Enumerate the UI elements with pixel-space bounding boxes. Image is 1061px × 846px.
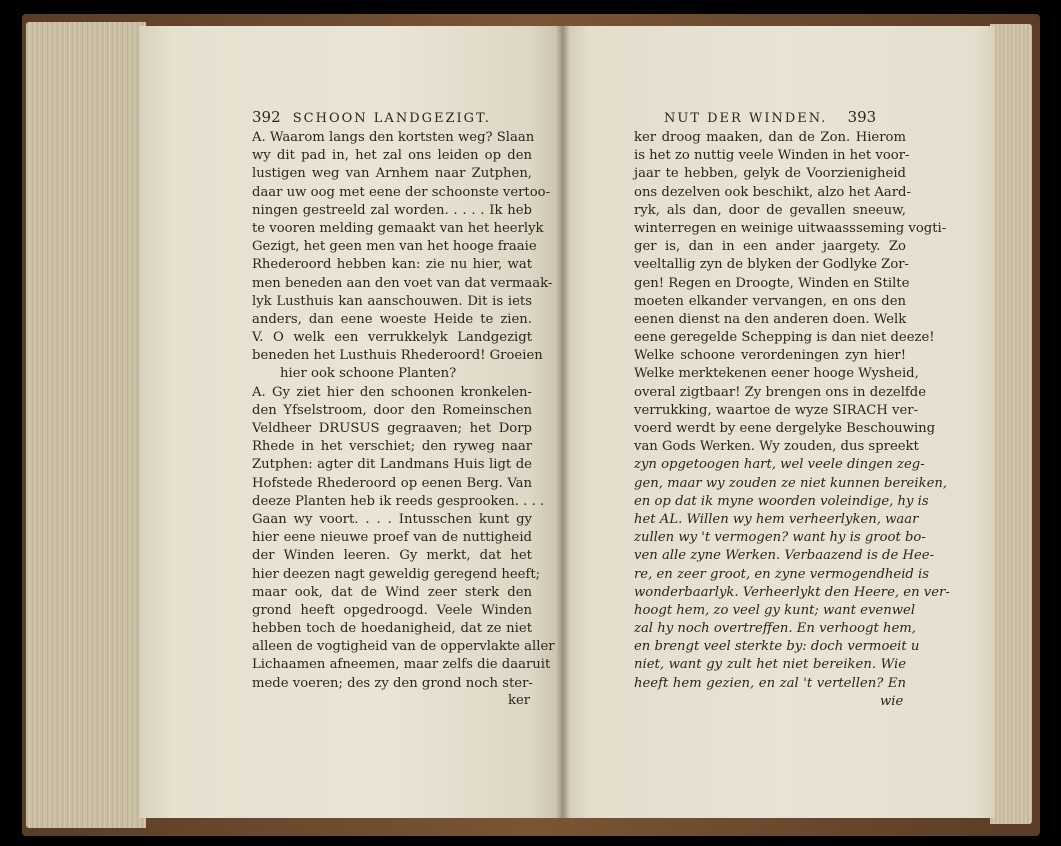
text-line: den Yfselstroom, door den Romeinschen [252,402,532,418]
text-line: wy dit pad in, het zal ons leiden op den [252,148,532,164]
text-line: A. Waarom langs den kortsten weg? Slaan [252,130,535,145]
left-running-head [252,108,491,126]
text-line: zullen wy 't vermogen? want hy is groot bo- [634,530,926,546]
left-page-edges [26,22,146,828]
text-line: hier deezen nagt geweldig geregend heeft; [252,566,541,582]
text-line: Welke schoone verordeningen zyn hier! [634,348,906,364]
text-line: men beneden aan den voet van dat vermaak- [252,275,553,291]
text-line: Zutphen: agter dit Landmans Huis ligt de [252,457,532,473]
text-line: Veldheer DRUSUS gegraaven; het Dorp [252,421,532,436]
text-line: lustigen weg van Arnhem naar Zutphen, [252,166,532,182]
text-line: hier eene nieuwe proef van de nuttigheid [252,530,532,546]
text-line: en brengt veel sterkte by: doch vermoeit u [634,639,920,655]
text-line: mede voeren; des zy den grond noch ster- [252,675,533,691]
text-line: Hofstede Rhederoord op eenen Berg. Van [252,475,532,491]
right-running-head [664,108,876,126]
text-line: Lichaamen afneemen, maar zelfs die daaruit [252,657,551,673]
text-line: zyn opgetoogen hart, wel veele dingen zeg- [634,457,925,473]
text-line: beneden het Lusthuis Rhederoord! Groeien [252,348,543,364]
left-page-text [252,129,555,693]
text-line: Welke merktekenen eener hooge Wysheid, [634,366,919,382]
text-line: deeze Planten heb ik reeds gesprooken. . . . [252,493,545,509]
text-line: en op dat ik myne woorden voleindige, hy is [634,493,929,509]
text-line: hoogt hem, zo veel gy kunt; want evenwel [634,602,916,618]
right-page-text [634,129,950,693]
text-line: ker droog maaken, dan de Zon. Hierom [634,130,906,145]
text-line: lyk Lusthuis kan aanschouwen. Dit is iets [252,293,532,309]
text-line: Gezigt, het geen men van het hooge fraaie [252,239,537,255]
text-line: V. O welk een verrukkelyk Landgezigt [252,330,532,346]
text-line: winterregen en weinige uitwaassseming vogti- [634,220,947,236]
text-line: A. Gy ziet hier den schoonen kronkelen- [252,384,532,400]
right-page-number: 393 [847,108,877,126]
text-line: zal hy noch overtreffen. En verhoogt hem, [634,621,916,637]
left-running-title: SCHOON LANDGEZIGT. [292,111,491,126]
text-line: wonderbaarlyk. Verheerlykt den Heere, en ver- [634,584,950,600]
text-line: der Winden leeren. Gy merkt, dat het [252,548,532,564]
text-line: niet, want gy zult het niet bereiken. Wie [634,657,906,673]
text-line: ryk, als dan, door de gevallen sneeuw, [634,202,906,218]
right-page-edges [990,24,1032,824]
text-line: maar ook, dat de Wind zeer sterk den [252,584,532,600]
text-line: Gaan wy voort. . . . Intusschen kunt gy [252,511,532,527]
text-line: is het zo nuttig veele Winden in het voor- [634,148,910,164]
text-line: grond heeft opgedroogd. Veele Winden [252,602,532,618]
right-running-title: NUT DER WINDEN. [664,111,828,126]
text-line: ons dezelven ook beschikt, alzo het Aard- [634,184,911,200]
text-line: van Gods Werken. Wy zouden, dus spreekt [634,439,919,455]
text-line: ven alle zyne Werken. Verbaazend is de Hee- [634,548,935,564]
right-catchword: wie [880,694,904,709]
text-line: eenen dienst na den anderen doen. Welk [634,311,907,327]
text-line: moeten elkander vervangen, en ons den [634,293,906,309]
text-line: alleen de vogtigheid van de oppervlakte aller [252,639,555,655]
text-line: re, en zeer groot, en zyne vermogendheid is [634,566,930,582]
text-line: het AL. Willen wy hem verheerlyken, waar [634,511,919,527]
text-line: Rhederoord hebben kan: zie nu hier, wat [252,257,532,273]
text-line: voerd werdt by eene dergelyke Beschouwing [634,421,936,436]
text-line: eene geregelde Schepping is dan niet deeze! [634,330,935,346]
left-catchword: ker [508,693,531,708]
text-line: ningen gestreeld zal worden. . . . . Ik heb [252,202,532,218]
text-line: daar uw oog met eene der schoonste vertoo- [252,184,551,200]
book-gutter [556,26,570,818]
text-line: Rhede in het verschiet; den ryweg naar [252,439,532,455]
text-line: jaar te hebben, gelyk de Voorzienigheid [634,166,906,182]
text-line: verrukking, waartoe de wyze SIRACH ver- [634,402,919,418]
text-line: gen, maar wy zouden ze niet kunnen bereiken, [634,475,948,491]
text-line: heeft hem gezien, en zal 't vertellen? En [634,675,906,691]
text-line: hebben toch de hoedanigheid, dat ze niet [252,621,532,637]
text-line: te vooren melding gemaakt van het heerlyk [252,220,544,236]
text-line: anders, dan eene woeste Heide te zien. [252,311,532,327]
left-page-number: 392 [252,108,281,126]
text-line: overal zigtbaar! Zy brengen ons in dezelfde [634,384,927,400]
text-line: gen! Regen en Droogte, Winden en Stilte [634,275,910,291]
text-line: hier ook schoone Planten? [280,366,457,382]
text-line: veeltallig zyn de blyken der Godlyke Zor- [634,257,910,273]
text-line: ger is, dan in een ander jaargety. Zo [634,239,906,255]
